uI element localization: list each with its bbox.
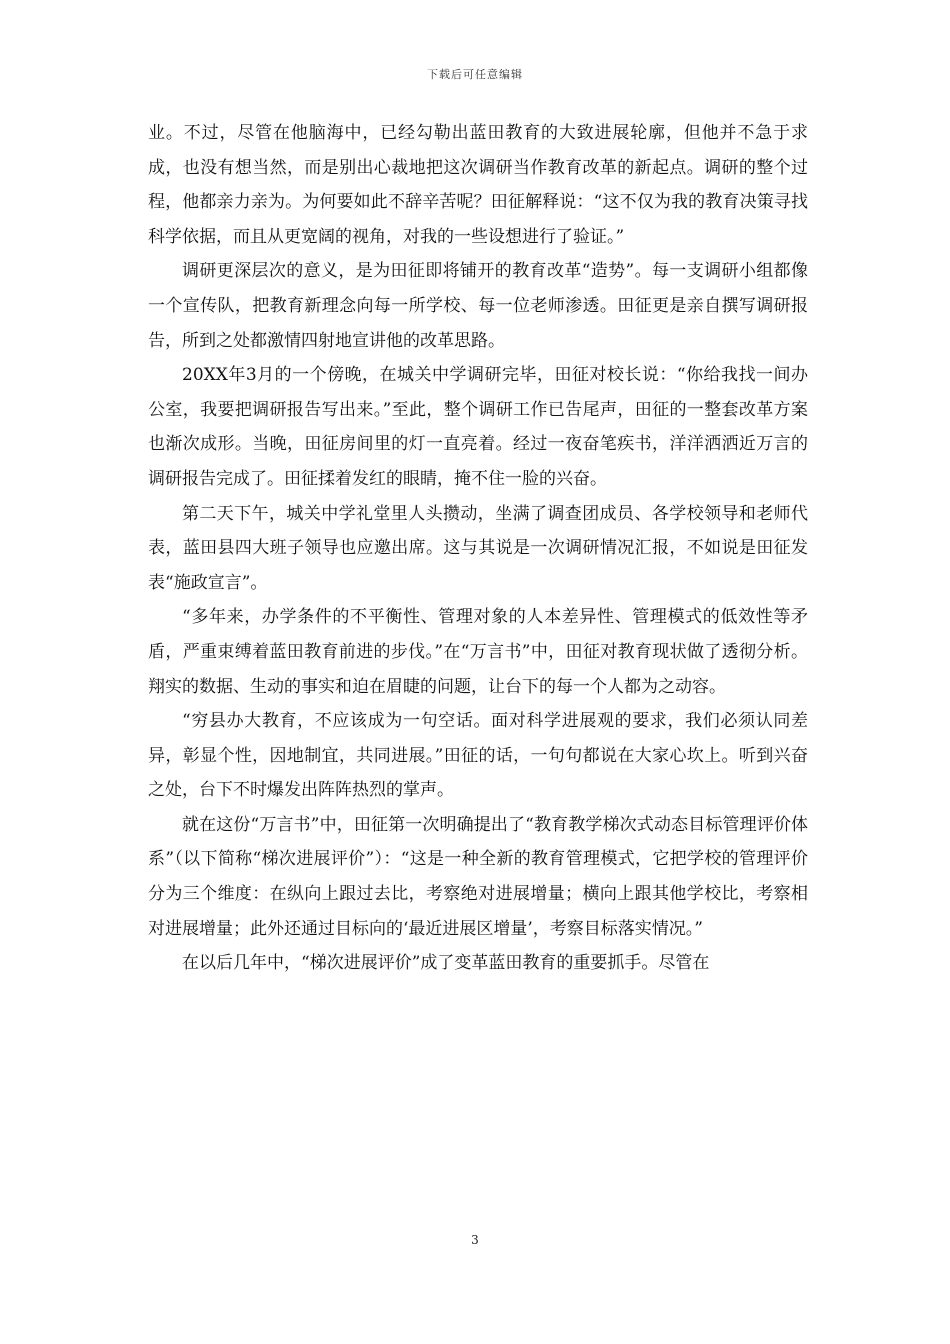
paragraph: 调研更深层次的意义，是为田征即将铺开的教育改革“造势”。每一支调研小组都像一个宣传队，把教育新理念向每一所学校、每一位老师渗透。田征更是亲自撰写调研报告，所到之处都激情四射地宣讲他的改革思路。 bbox=[148, 261, 808, 351]
paragraph: “多年来，办学条件的不平衡性、管理对象的人本差异性、管理模式的低效性等矛盾，严重束缚着蓝田教育前进的步伐。”在“万言书”中，田征对教育现状做了透彻分析。翔实的数据、生动的事实和迫在眉睫的问题，让台下的每一个人都为之动容。 bbox=[148, 607, 808, 697]
paragraph: “穷县办大教育，不应该成为一句空话。面对科学进展观的要求，我们必须认同差异，彰显个性，因地制宜，共同进展。”田征的话，一句句都说在大家心坎上。听到兴奋之处，台下不时爆发出阵阵热烈的掌声。 bbox=[148, 711, 808, 801]
document-body bbox=[148, 116, 808, 981]
paragraph: 业。不过，尽管在他脑海中，已经勾勒出蓝田教育的大致进展轮廓，但他并不急于求成，也没有想当然，而是别出心裁地把这次调研当作教育改革的新起点。调研的整个过程，他都亲力亲为。为何要如此不辞辛苦呢？田征解释说：“这不仅为我的教育决策寻找科学依据，而且从更宽阔的视角，对我的一些设想进行了验证。” bbox=[148, 123, 808, 247]
paragraph: 在以后几年中，“梯次进展评价”成了变革蓝田教育的重要抓手。尽管在 bbox=[182, 953, 710, 974]
page-number: 3 bbox=[471, 1233, 479, 1247]
paragraph: 就在这份“万言书”中，田征第一次明确提出了“教育教学梯次式动态目标管理评价体系”（以下简称“梯次进展评价”）：“这是一种全新的教育管理模式，它把学校的管理评价分为三个维度：在纵向上跟过去比，考察绝对进展增量；横向上跟其他学校比，考察相对进展增量；此外还通过目标向的‘最近进展区增量’，考察目标落实情况。” bbox=[148, 814, 808, 939]
paragraph: 第二天下午，城关中学礼堂里人头攒动，坐满了调查团成员、各学校领导和老师代表，蓝田县四大班子领导也应邀出席。这与其说是一次调研情况汇报，不如说是田征发表“施政宣言”。 bbox=[148, 503, 808, 593]
paragraph: 20XX年3月的一个傍晚，在城关中学调研完毕，田征对校长说：“你给我找一间办公室，我要把调研报告写出来。”至此，整个调研工作已告尾声，田征的一整套改革方案也渐次成形。当晚，田征房间里的灯一直亮着。经过一夜奋笔疾书，洋洋洒洒近万言的调研报告完成了。田征揉着发红的眼睛，掩不住一脸的兴奋。 bbox=[148, 365, 808, 489]
page-header: 下载后可任意编辑 bbox=[427, 68, 523, 81]
